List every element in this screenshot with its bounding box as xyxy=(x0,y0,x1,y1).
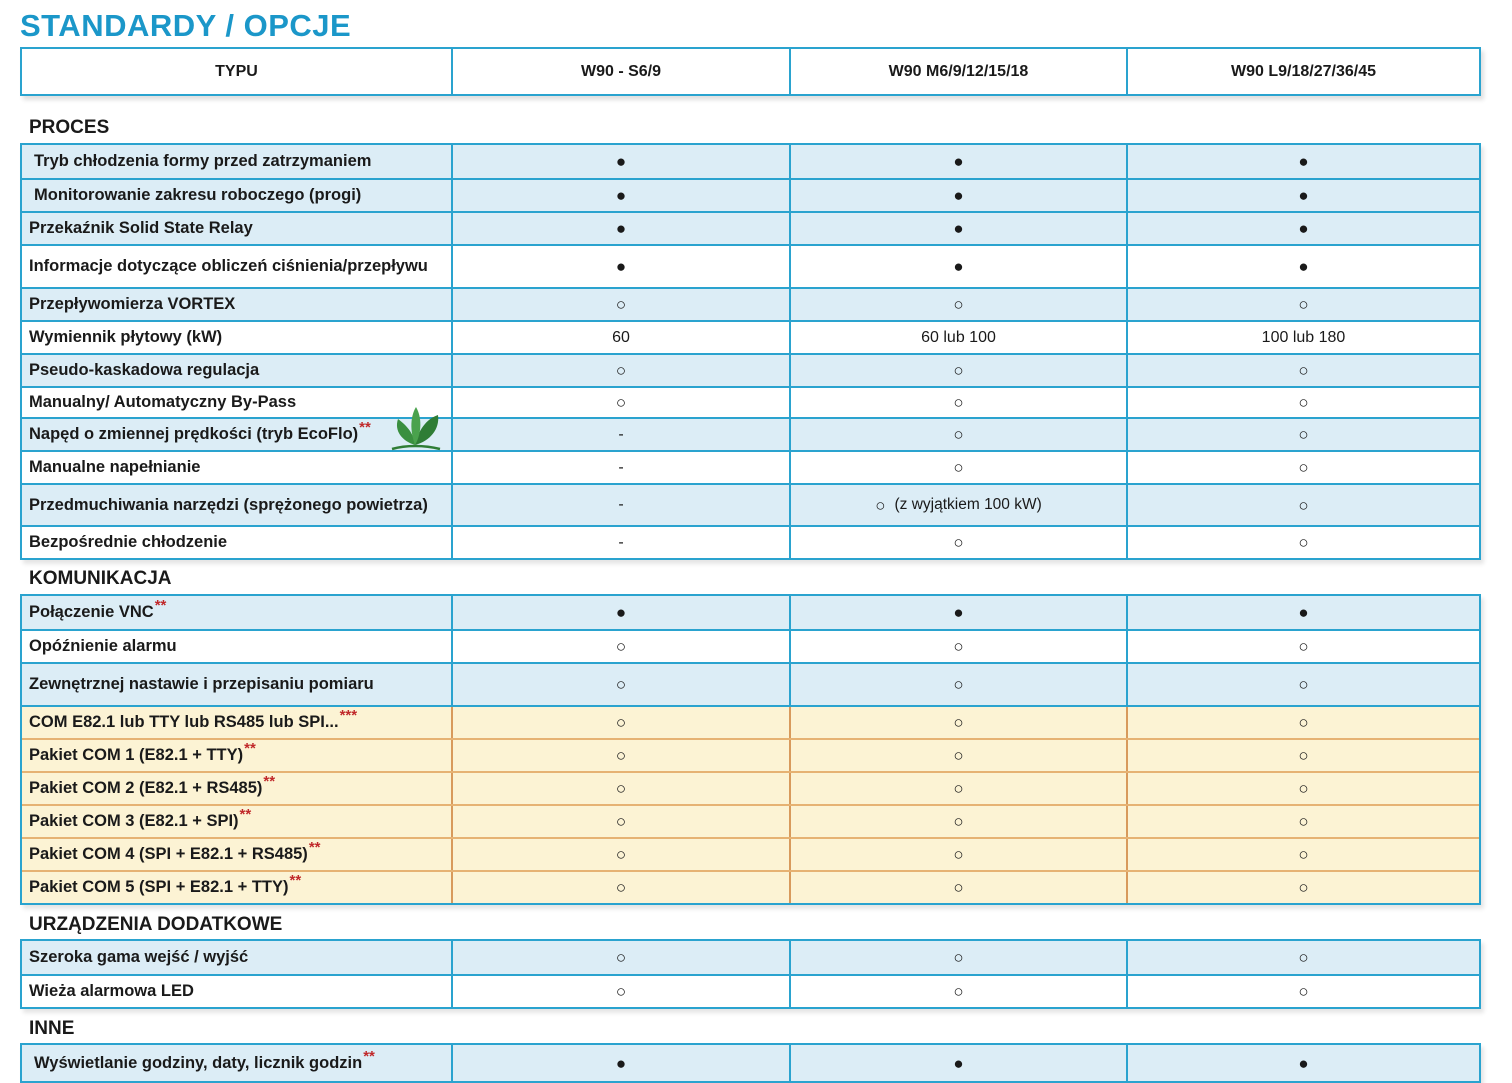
page-title: STANDARDY / OPCJE xyxy=(20,8,352,43)
footnote-mark: ** xyxy=(289,872,302,889)
feature-label-cell xyxy=(22,289,451,320)
value-cell xyxy=(451,180,789,211)
value-cell xyxy=(451,419,789,450)
option-circle-icon: ○ xyxy=(1298,425,1309,444)
feature-label-cell xyxy=(22,806,451,837)
feature-label: Monitorowanie zakresu roboczego (progi) xyxy=(34,186,362,204)
feature-label-cell xyxy=(22,941,451,974)
value-cell xyxy=(789,631,1126,662)
option-circle-icon: ○ xyxy=(615,779,627,798)
feature-label-cell xyxy=(22,740,451,771)
value-cell xyxy=(789,355,1126,386)
value-cell xyxy=(451,355,789,386)
feature-label: Pakiet COM 3 (E82.1 + SPI) xyxy=(29,812,239,830)
value-text: - xyxy=(618,496,624,513)
eco-leaf-icon xyxy=(388,405,442,453)
option-circle-icon: ○ xyxy=(1298,779,1309,798)
option-circle-icon: ○ xyxy=(953,878,964,897)
option-circle-icon: ○ xyxy=(615,295,627,314)
value-cell xyxy=(1126,839,1479,870)
table-row xyxy=(22,837,1479,870)
feature-label: Szeroka gama wejść / wyjść xyxy=(29,948,249,966)
value-cell xyxy=(451,976,789,1007)
option-circle-icon: ○ xyxy=(1298,746,1309,765)
option-circle-icon: ○ xyxy=(615,675,627,694)
standard-dot-icon: ● xyxy=(953,603,964,622)
standard-dot-icon: ● xyxy=(615,603,627,622)
table-row xyxy=(22,320,1479,353)
section-title: INNE xyxy=(29,1018,75,1039)
feature-label: Pakiet COM 2 (E82.1 + RS485) xyxy=(29,779,263,797)
value-text: - xyxy=(618,533,624,551)
footnote-mark: ** xyxy=(263,773,276,790)
option-circle-icon: ○ xyxy=(1298,393,1309,412)
option-circle-icon: ○ xyxy=(1298,533,1309,552)
standard-dot-icon: ● xyxy=(1298,152,1309,171)
option-circle-icon: ○ xyxy=(953,393,964,412)
feature-label-cell xyxy=(22,664,451,705)
value-cell xyxy=(451,452,789,483)
value-cell xyxy=(1126,976,1479,1007)
option-circle-icon: ○ xyxy=(953,458,964,477)
standard-dot-icon: ● xyxy=(615,219,627,238)
value-cell xyxy=(1126,452,1479,483)
table-row xyxy=(22,705,1479,738)
value-text: 60 xyxy=(612,328,630,346)
standard-dot-icon: ● xyxy=(953,152,964,171)
standard-dot-icon: ● xyxy=(953,219,964,238)
footnote-mark: ** xyxy=(239,806,252,823)
feature-label-cell xyxy=(22,452,451,483)
feature-label-cell xyxy=(22,1045,451,1081)
value-cell xyxy=(451,322,789,353)
value-cell xyxy=(1126,246,1479,287)
value-cell xyxy=(789,773,1126,804)
option-circle-icon: ○ xyxy=(615,637,627,656)
option-circle-icon: ○ xyxy=(1298,295,1309,314)
standard-dot-icon: ● xyxy=(953,257,964,276)
value-cell xyxy=(1126,872,1479,903)
option-circle-icon: ○ xyxy=(615,393,627,412)
table-row xyxy=(22,287,1479,320)
value-cell xyxy=(451,773,789,804)
feature-label: Bezpośrednie chłodzenie xyxy=(29,533,228,551)
option-circle-icon: ○ xyxy=(953,812,964,831)
value-cell xyxy=(1126,1045,1479,1081)
value-cell xyxy=(451,631,789,662)
table-row xyxy=(22,596,1479,629)
value-cell xyxy=(789,527,1126,558)
feature-label-cell xyxy=(22,872,451,903)
option-circle-icon: ○ xyxy=(615,845,627,864)
option-circle-icon: ○ xyxy=(1298,495,1309,515)
value-cell xyxy=(1126,596,1479,629)
option-circle-icon: ○ xyxy=(1298,878,1309,897)
table-row xyxy=(22,178,1479,211)
table-row xyxy=(22,353,1479,386)
value-cell xyxy=(789,806,1126,837)
option-circle-icon: ○ xyxy=(615,982,627,1001)
section-title: PROCES xyxy=(29,117,110,138)
footnote-mark: ** xyxy=(363,1047,375,1065)
table-row xyxy=(22,870,1479,903)
feature-label: Informacje dotyczące obliczeń ciśnienia/przepływu xyxy=(29,257,428,275)
feature-label-cell xyxy=(22,596,451,629)
table-row xyxy=(22,244,1479,287)
section-title: KOMUNIKACJA xyxy=(29,568,172,589)
footnote-mark: ** xyxy=(154,597,167,614)
option-circle-icon: ○ xyxy=(1298,845,1309,864)
table-row xyxy=(22,483,1479,525)
value-cell xyxy=(1126,806,1479,837)
feature-label: Wyświetlanie godziny, daty, licznik godzin xyxy=(34,1053,363,1072)
table-row xyxy=(22,804,1479,837)
option-circle-icon: ○ xyxy=(1298,812,1309,831)
feature-label: Zewnętrznej nastawie i przepisaniu pomiaru xyxy=(29,675,374,693)
value-cell xyxy=(789,145,1126,178)
feature-label-cell xyxy=(22,213,451,244)
value-cell xyxy=(789,872,1126,903)
value-cell xyxy=(1126,355,1479,386)
value-cell xyxy=(1126,289,1479,320)
value-cell xyxy=(789,289,1126,320)
option-circle-icon: ○ xyxy=(953,779,964,798)
value-cell xyxy=(451,707,789,738)
value-cell xyxy=(1126,773,1479,804)
option-circle-icon: ○ xyxy=(953,948,964,967)
spec-table xyxy=(20,1043,1481,1083)
option-circle-icon: ○ xyxy=(953,361,964,380)
standard-dot-icon: ● xyxy=(953,186,964,205)
option-circle-icon: ○ xyxy=(1298,948,1309,967)
feature-label-cell xyxy=(22,246,451,287)
standard-dot-icon: ● xyxy=(615,257,627,276)
feature-label: Pakiet COM 5 (SPI + E82.1 + TTY) xyxy=(29,878,289,896)
option-circle-icon: ○ xyxy=(1298,637,1309,656)
option-circle-icon: ○ xyxy=(953,637,964,656)
section-title: URZĄDZENIA DODATKOWE xyxy=(29,914,283,935)
option-circle-icon: ○ xyxy=(1298,675,1309,694)
value-cell xyxy=(789,976,1126,1007)
feature-label: Przepływomierza VORTEX xyxy=(29,295,236,313)
table-row xyxy=(22,662,1479,705)
header-model-m: W90 M6/9/12/15/18 xyxy=(789,49,1126,94)
header-model-l: W90 L9/18/27/36/45 xyxy=(1126,49,1479,94)
spec-table xyxy=(20,594,1481,905)
table-header xyxy=(20,47,1481,96)
feature-label-cell xyxy=(22,976,451,1007)
value-cell xyxy=(789,596,1126,629)
header-model-s: W90 - S6/9 xyxy=(451,49,789,94)
option-circle-icon: ○ xyxy=(953,675,964,694)
value-text: - xyxy=(618,458,624,476)
option-circle-icon: ○ xyxy=(615,948,627,967)
value-cell xyxy=(1126,527,1479,558)
feature-label-cell xyxy=(22,145,451,178)
value-cell xyxy=(451,388,789,417)
option-circle-icon: ○ xyxy=(615,878,627,897)
option-circle-icon: ○ xyxy=(953,713,964,732)
value-cell xyxy=(789,707,1126,738)
value-cell xyxy=(451,527,789,558)
feature-label-cell xyxy=(22,355,451,386)
table-row xyxy=(22,941,1479,974)
value-cell xyxy=(789,180,1126,211)
feature-label-cell xyxy=(22,773,451,804)
value-cell xyxy=(1126,707,1479,738)
standard-dot-icon: ● xyxy=(615,1053,627,1073)
value-cell xyxy=(789,941,1126,974)
feature-label-cell xyxy=(22,322,451,353)
standard-dot-icon: ● xyxy=(615,152,627,171)
feature-label: COM E82.1 lub TTY lub RS485 lub SPI... xyxy=(29,713,339,731)
feature-label: Manualny/ Automatyczny By-Pass xyxy=(29,393,297,411)
value-cell xyxy=(1126,740,1479,771)
footnote-mark: ** xyxy=(359,419,371,436)
feature-label-cell xyxy=(22,707,451,738)
feature-label-cell xyxy=(22,839,451,870)
option-circle-icon: ○ xyxy=(1298,982,1309,1001)
value-cell xyxy=(1126,419,1479,450)
standard-dot-icon: ● xyxy=(953,1053,964,1073)
value-cell xyxy=(1126,180,1479,211)
value-cell xyxy=(789,664,1126,705)
option-circle-icon: ○ xyxy=(615,746,627,765)
standard-dot-icon: ● xyxy=(615,186,627,205)
table-row xyxy=(22,629,1479,662)
footnote-mark: ** xyxy=(244,740,256,757)
table-row xyxy=(22,417,1479,450)
option-circle-icon: ○ xyxy=(953,425,964,444)
option-circle-icon: ○ xyxy=(615,713,627,732)
option-circle-icon: ○ xyxy=(953,533,964,552)
option-circle-icon: ○ xyxy=(953,982,964,1001)
value-note: (z wyjątkiem 100 kW) xyxy=(894,496,1042,513)
value-cell xyxy=(451,806,789,837)
option-circle-icon: ○ xyxy=(875,495,886,515)
option-circle-icon: ○ xyxy=(953,746,964,765)
feature-label: Przedmuchiwania narzędzi (sprężonego powietrza) xyxy=(29,495,428,514)
feature-label-cell xyxy=(22,419,451,450)
standard-dot-icon: ● xyxy=(1298,257,1309,276)
feature-label: Pakiet COM 1 (E82.1 + TTY) xyxy=(29,746,244,764)
value-cell xyxy=(1126,631,1479,662)
feature-label-cell xyxy=(22,180,451,211)
feature-label: Wieża alarmowa LED xyxy=(29,982,194,1000)
value-cell xyxy=(451,872,789,903)
value-cell xyxy=(451,941,789,974)
option-circle-icon: ○ xyxy=(1298,458,1309,477)
option-circle-icon: ○ xyxy=(615,361,627,380)
value-cell xyxy=(1126,213,1479,244)
table-row xyxy=(22,771,1479,804)
value-text: 60 lub 100 xyxy=(921,328,996,346)
option-circle-icon: ○ xyxy=(1298,361,1309,380)
value-cell xyxy=(789,839,1126,870)
value-cell xyxy=(789,388,1126,417)
value-cell xyxy=(1126,485,1479,525)
option-circle-icon: ○ xyxy=(953,295,964,314)
value-cell xyxy=(451,485,789,525)
value-cell xyxy=(789,740,1126,771)
spec-table xyxy=(20,939,1481,1009)
feature-label-cell xyxy=(22,388,451,417)
table-row xyxy=(22,1045,1479,1081)
value-cell xyxy=(789,452,1126,483)
feature-label: Połączenie VNC xyxy=(29,603,154,621)
feature-label: Przekaźnik Solid State Relay xyxy=(29,219,253,237)
value-cell xyxy=(789,485,1126,525)
standard-dot-icon: ● xyxy=(1298,186,1309,205)
option-circle-icon: ○ xyxy=(1298,713,1309,732)
value-cell xyxy=(789,322,1126,353)
feature-label: Tryb chłodzenia formy przed zatrzymaniem xyxy=(34,152,372,170)
table-row xyxy=(22,211,1479,244)
footnote-mark: *** xyxy=(339,707,358,724)
table-row xyxy=(22,974,1479,1007)
header-type: TYPU xyxy=(215,62,258,80)
value-cell xyxy=(451,145,789,178)
feature-label: Napęd o zmiennej prędkości (tryb EcoFlo) xyxy=(29,425,359,443)
value-cell xyxy=(451,740,789,771)
table-row xyxy=(22,450,1479,483)
value-cell xyxy=(1126,388,1479,417)
value-cell xyxy=(1126,941,1479,974)
feature-label-cell xyxy=(22,485,451,525)
table-row xyxy=(22,386,1479,417)
feature-label: Opóźnienie alarmu xyxy=(29,637,177,655)
value-cell xyxy=(1126,145,1479,178)
standard-dot-icon: ● xyxy=(1298,1053,1309,1073)
value-cell xyxy=(789,213,1126,244)
value-cell xyxy=(451,246,789,287)
value-cell xyxy=(789,1045,1126,1081)
spec-table xyxy=(20,143,1481,560)
table-row xyxy=(22,145,1479,178)
value-cell xyxy=(451,213,789,244)
value-cell xyxy=(789,246,1126,287)
feature-label: Pseudo-kaskadowa regulacja xyxy=(29,361,260,379)
feature-label: Manualne napełnianie xyxy=(29,458,201,476)
value-text: 100 lub 180 xyxy=(1261,328,1346,346)
value-cell xyxy=(1126,664,1479,705)
table-row xyxy=(22,525,1479,558)
standard-dot-icon: ● xyxy=(1298,603,1309,622)
value-cell xyxy=(1126,322,1479,353)
option-circle-icon: ○ xyxy=(953,845,964,864)
value-cell xyxy=(789,419,1126,450)
value-text: - xyxy=(618,425,624,443)
feature-label: Pakiet COM 4 (SPI + E82.1 + RS485) xyxy=(29,845,308,863)
standard-dot-icon: ● xyxy=(1298,219,1309,238)
value-cell xyxy=(451,1045,789,1081)
table-row xyxy=(22,738,1479,771)
footnote-mark: ** xyxy=(308,839,321,856)
feature-label-cell xyxy=(22,527,451,558)
option-circle-icon: ○ xyxy=(615,812,627,831)
value-cell xyxy=(451,664,789,705)
feature-label-cell xyxy=(22,631,451,662)
value-cell xyxy=(451,289,789,320)
value-cell xyxy=(451,596,789,629)
feature-label: Wymiennik płytowy (kW) xyxy=(29,328,223,346)
value-cell xyxy=(451,839,789,870)
